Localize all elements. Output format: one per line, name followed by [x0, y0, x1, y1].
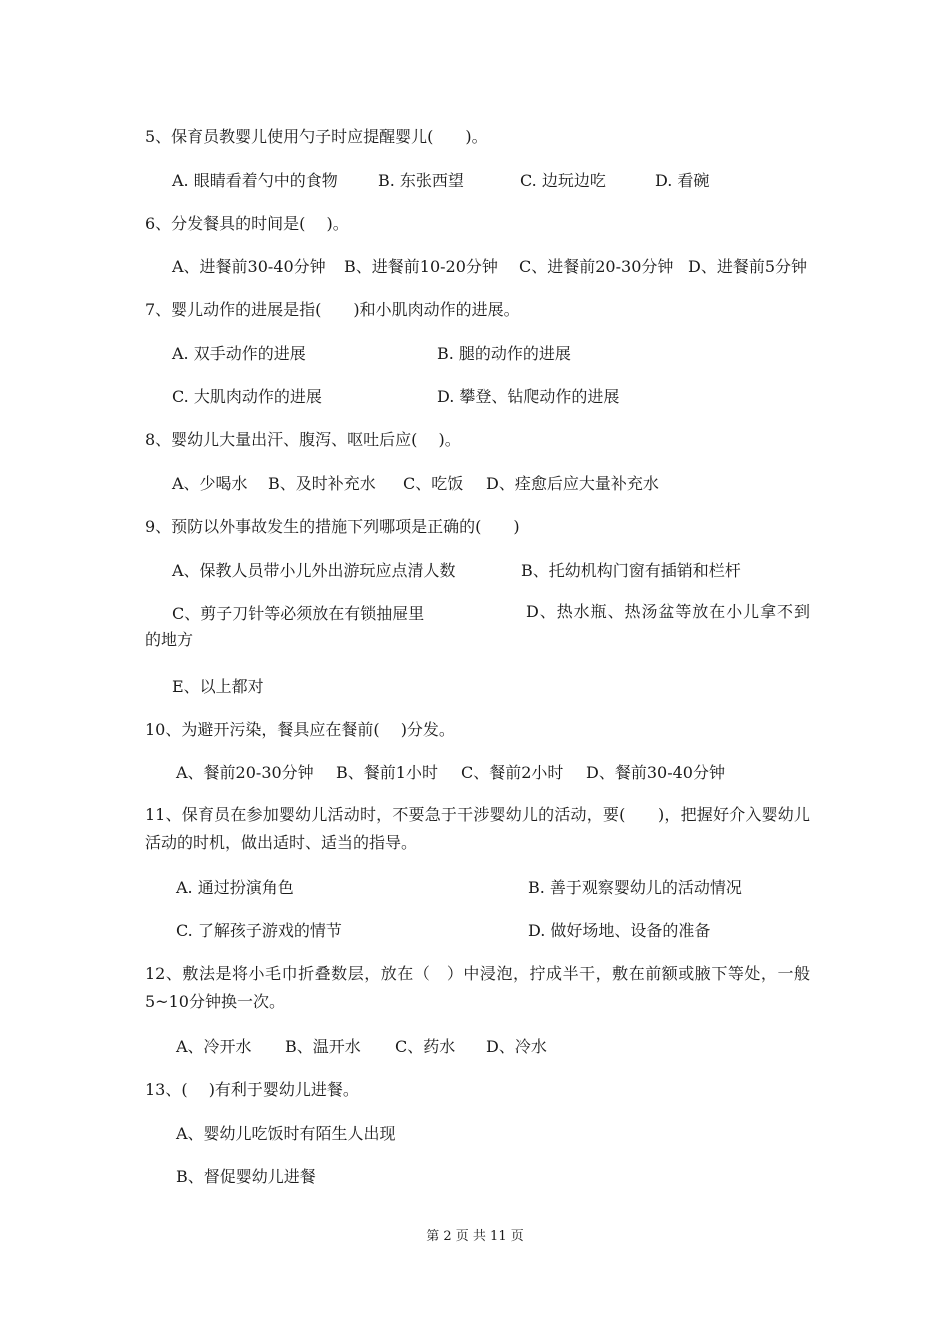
- q9-option-b: B、托幼机构门窗有插销和栏杆: [521, 561, 741, 580]
- q9-option-a: A、保教人员带小儿外出游玩应点清人数: [172, 561, 456, 580]
- q11-option-d: D. 做好场地、设备的准备: [528, 921, 711, 940]
- q11-option-a: A. 通过扮演角色: [176, 878, 294, 897]
- q8-option-d: D、痊愈后应大量补充水: [486, 474, 659, 493]
- q5-option-c: C. 边玩边吃: [520, 171, 606, 190]
- q10-option-d: D、餐前30-40分钟: [586, 763, 725, 782]
- q9-option-e: E、以上都对: [172, 677, 264, 696]
- q10-option-b: B、餐前1小时: [336, 763, 438, 782]
- q7-option-d: D. 攀登、钻爬动作的进展: [437, 387, 620, 406]
- page-footer: 第 2 页 共 11 页: [426, 1229, 524, 1244]
- q12-option-a: A、冷开水: [176, 1037, 252, 1056]
- q11-option-b: B. 善于观察婴幼儿的活动情况: [528, 878, 742, 897]
- q12-option-c: C、药水: [395, 1037, 456, 1056]
- question-7-stem: 7、婴儿动作的进展是指( )和小肌肉动作的进展。: [145, 300, 520, 319]
- q5-option-b: B. 东张西望: [378, 171, 464, 190]
- q6-option-d: D、进餐前5分钟: [688, 257, 808, 276]
- question-13-stem: 13、( )有利于婴幼儿进餐。: [145, 1080, 359, 1099]
- q6-option-c: C、进餐前20-30分钟: [519, 257, 674, 276]
- q5-option-a: A. 眼睛看着勺中的食物: [172, 171, 338, 190]
- q9-option-c: C、剪子刀针等必须放在有锁抽屉里: [172, 604, 425, 623]
- q6-option-b: B、进餐前10-20分钟: [344, 257, 498, 276]
- q7-option-c: C. 大肌肉动作的进展: [172, 387, 322, 406]
- q8-option-a: A、少喝水: [172, 474, 248, 493]
- question-9-stem: 9、预防以外事故发生的措施下列哪项是正确的( ): [145, 517, 520, 536]
- q12-option-d: D、冷水: [486, 1037, 547, 1056]
- question-10-stem: 10、为避开污染，餐具应在餐前( )分发。: [145, 720, 455, 739]
- q5-option-d: D. 看碗: [655, 171, 710, 190]
- q12-option-b: B、温开水: [285, 1037, 361, 1056]
- question-8-stem: 8、婴幼儿大量出汗、腹泻、呕吐后应( )。: [145, 430, 461, 449]
- q13-option-b: B、督促婴幼儿进餐: [176, 1167, 316, 1186]
- q8-option-b: B、及时补充水: [268, 474, 376, 493]
- question-6-stem: 6、分发餐具的时间是( )。: [145, 214, 349, 233]
- q10-option-a: A、餐前20-30分钟: [176, 763, 314, 782]
- q10-option-c: C、餐前2小时: [461, 763, 564, 782]
- q6-option-a: A、进餐前30-40分钟: [172, 257, 326, 276]
- q7-option-a: A. 双手动作的进展: [172, 344, 306, 363]
- q11-option-c: C. 了解孩子游戏的情节: [176, 921, 342, 940]
- q9-option-d: D、热水瓶、热汤盆等放在小儿拿不到的地方: [145, 602, 810, 649]
- q8-option-c: C、吃饭: [403, 474, 464, 493]
- question-11-stem: 11、保育员在参加婴幼儿活动时，不要急于干涉婴幼儿的活动，要( )，把握好介入婴幼儿活动的时机，做出适时、适当的指导。: [145, 805, 810, 852]
- q7-option-b: B. 腿的动作的进展: [437, 344, 571, 363]
- question-12-stem: 12、敷法是将小毛巾折叠数层，放在（ ）中浸泡，拧成半干，敷在前额或腋下等处，一般5~10分钟换一次。: [145, 964, 810, 1011]
- question-5-stem: 5、保育员教婴儿使用勺子时应提醒婴儿( )。: [145, 127, 488, 146]
- q13-option-a: A、婴幼儿吃饭时有陌生人出现: [176, 1124, 396, 1143]
